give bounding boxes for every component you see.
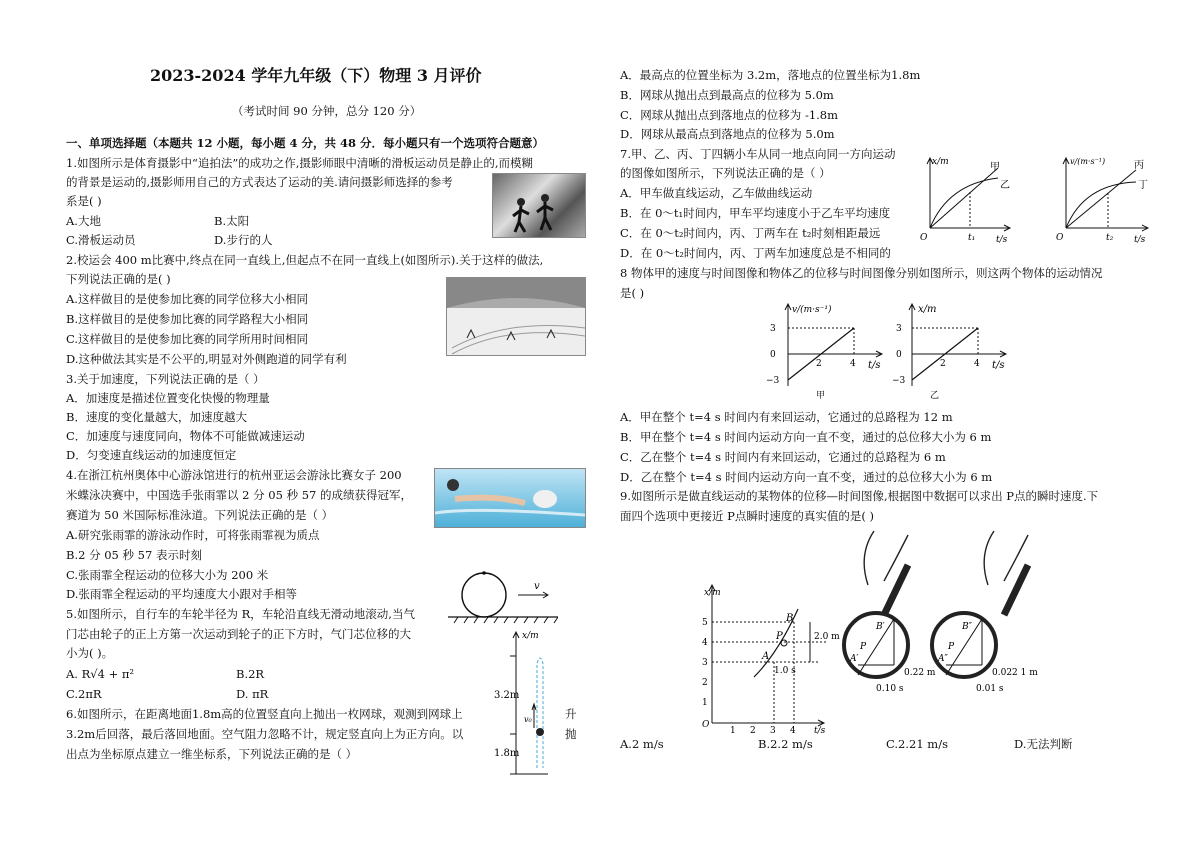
q5-line-2: 门芯由轮子的正上方第一次运动到轮子的正下方时，气门芯位移的大 — [66, 627, 411, 641]
q8g2-tick-2: 2 — [940, 359, 946, 369]
q5-option-d: D. πR — [236, 687, 269, 701]
q9-ytick-5: 5 — [702, 618, 708, 628]
q6-side-text-1: 升 — [565, 707, 577, 721]
skateboard-photo — [492, 173, 586, 238]
q8g2-tick-4: 4 — [974, 359, 980, 369]
q9-mag1-P: P — [860, 642, 867, 652]
exam-subtitle: （考试时间 90 分钟，总分 120 分） — [232, 104, 422, 118]
q7g2-series-bing: 丙 — [1134, 160, 1144, 171]
bicycle-wheel-figure — [448, 570, 558, 628]
q9-line-1: 9.如图所示是做直线运动的某物体的位移—时间图像,根据图中数据可以求出 P点的瞬时速度.下 — [620, 489, 1099, 503]
q4-line-2: 米蝶泳决赛中，中国选手张雨霏以 2 分 05 秒 57 的成绩获得冠军， — [66, 488, 413, 502]
q8-graph-jia — [758, 298, 888, 402]
q7g2-series-ding: 丁 — [1138, 180, 1148, 191]
q9-dx-label: 2.0 m — [814, 632, 840, 642]
section-heading: 一、单项选择题（本题共 12 小题，每小题 4 分，共 48 分．每小题只有一个选项符合题意） — [66, 136, 545, 150]
q9-xtick-3: 3 — [770, 726, 776, 735]
q2-option-a: A.这样做目的是使参加比赛的同学位移大小相同 — [66, 292, 308, 306]
q9-point-A: A — [762, 651, 770, 662]
q9-mag2-P: P — [948, 642, 955, 652]
q7g2-t2: t₂ — [1106, 233, 1114, 243]
q8-option-a: A．甲在整个 t=4 s 时间内有来回运动，它通过的总路程为 12 m — [620, 410, 953, 424]
q7g2-origin: O — [1056, 233, 1064, 243]
throw-height-upper: 3.2m — [494, 690, 520, 701]
q8g1-tick-0: 0 — [770, 350, 776, 360]
q6-option-b: B．网球从抛出点到最高点的位移为 5.0m — [620, 88, 834, 102]
page-title: 2023-2024 学年九年级（下）物理 3 月评价 — [150, 66, 482, 85]
q3-option-a: A．加速度是描述位置变化快慢的物理量 — [66, 391, 270, 405]
q4-option-b: B.2 分 05 秒 57 表示时刻 — [66, 548, 202, 562]
q9-point-B: B — [786, 613, 794, 624]
q7-option-b: B．在 0～t₁时间内，甲车平均速度小于乙车平均速度 — [620, 206, 891, 220]
q2-line-2: 下列说法正确的是( ) — [66, 272, 171, 286]
q1-line-3: 系是( ) — [66, 194, 102, 208]
q9-mag2-B: B″ — [962, 622, 972, 632]
q8g1-caption: 甲 — [816, 391, 826, 401]
q8g2-y-label: x/m — [918, 304, 937, 315]
q6-line-2: 3.2m后回落，最后落回地面。空气阻力忽略不计，规定竖直向上为正方向。以 — [66, 727, 464, 741]
q1-line-1: 1.如图所示是体育摄影中“追拍法”的成功之作,摄影师眼中清晰的滑板运动员是静止的,而模糊 — [66, 156, 534, 170]
q2-line-1: 2.校运会 400 m比赛中,终点在同一直线上,但起点不在同一直线上(如图所示).关于这样的做法, — [66, 253, 544, 267]
q2-option-d: D.这种做法其实是不公平的,明显对外侧跑道的同学有利 — [66, 352, 347, 366]
q4-line-3: 赛道为 50 米国际标准泳道。下列说法正确的是（ ） — [66, 508, 334, 522]
q1-option-a: A.大地 — [66, 214, 101, 228]
q5-option-b: B.2R — [236, 667, 265, 681]
q8g2-tick-3: 3 — [896, 324, 902, 334]
q9-option-d: D.无法判断 — [1014, 737, 1073, 751]
q9-origin: O — [702, 720, 710, 730]
q7-graph-xt — [918, 150, 1018, 244]
q9-option-b: B.2.2 m/s — [758, 737, 813, 751]
q1-option-d: D.步行的人 — [214, 233, 273, 247]
throw-height-lower: 1.8m — [494, 748, 520, 759]
q6-option-d: D．网球从最高点到落地点的位移为 5.0m — [620, 127, 835, 141]
q7-option-d: D．在 0～t₂时间内，丙、丁两车加速度总是不相同的 — [620, 246, 891, 260]
wheel-velocity-label: v — [534, 581, 540, 592]
q5-line-3: 小为( )。 — [66, 646, 114, 660]
q5-option-a: A. R√4 + π² — [66, 667, 135, 681]
q8g1-x-label: t/s — [868, 360, 881, 371]
q9-mag2-A: A″ — [938, 654, 948, 664]
q5-option-c: C.2πR — [66, 687, 102, 701]
q9-y-label: x/m — [704, 588, 721, 598]
q8g2-caption: 乙 — [930, 391, 940, 401]
q7g1-series-yi: 乙 — [1000, 180, 1010, 191]
q3-option-d: D．匀变速直线运动的加速度恒定 — [66, 448, 237, 462]
q9-mag2-dt: 0.01 s — [976, 684, 1004, 694]
q8g2-tick-m3: −3 — [892, 376, 906, 386]
q9-dt-label: 1.0 s — [774, 666, 796, 676]
q9-ytick-1: 1 — [702, 698, 708, 708]
q9-mag1-A: A′ — [850, 654, 859, 664]
q7g1-x-label: t/s — [996, 235, 1008, 244]
ball-throw-figure — [490, 628, 560, 776]
q7-option-c: C．在 0～t₂时间内，丙、丁两车在 t₂时刻相距最远 — [620, 226, 881, 240]
q1-option-b: B.太阳 — [214, 214, 250, 228]
q7g2-y-label: v/(m·s⁻¹) — [1070, 157, 1106, 166]
q8g1-y-label: v/(m·s⁻¹) — [792, 305, 832, 315]
q9-ytick-2: 2 — [702, 678, 708, 688]
q5-line-1: 5.如图所示，自行车的车轮半径为 R，车轮沿直线无滑动地滚动,当气 — [66, 607, 415, 621]
q3-line-1: 3.关于加速度，下列说法正确的是（ ） — [66, 372, 265, 386]
q9-ytick-3: 3 — [702, 658, 708, 668]
q1-option-c: C.滑板运动员 — [66, 233, 136, 247]
q8-line-1: 8 物体甲的速度与时间图像和物体乙的位移与时间图像分别如图所示，则这两个物体的运动情况 — [620, 266, 1103, 280]
q9-line-2: 面四个选项中更接近 P点瞬时速度的真实值的是( ) — [620, 509, 875, 523]
throw-axis-label: x/m — [522, 631, 539, 641]
q7-option-a: A．甲车做直线运动，乙车做曲线运动 — [620, 186, 813, 200]
q7-line-1: 7.甲、乙、丙、丁四辆小车从同一地点向同一方向运动 — [620, 147, 896, 161]
q8g2-tick-0: 0 — [896, 350, 902, 360]
q9-x-label: t/s — [814, 726, 826, 735]
running-track-photo — [446, 277, 586, 356]
q6-side-text-2: 抛 — [565, 727, 577, 741]
q2-option-c: C.这样做目的是使参加比赛的同学所用时间相同 — [66, 332, 309, 346]
q4-option-d: D.张雨霏全程运动的平均速度大小跟对手相等 — [66, 587, 297, 601]
q7-graph-vt — [1054, 150, 1162, 244]
q9-option-c: C.2.21 m/s — [886, 737, 948, 751]
q1-line-2: 的背景是运动的,摄影师用自己的方式表达了运动的美.请问摄影师选择的参考 — [66, 175, 453, 189]
q7g2-x-label: t/s — [1134, 235, 1146, 244]
q9-point-P: P — [776, 631, 783, 642]
q9-mag1-dt: 0.10 s — [876, 684, 904, 694]
q4-option-a: A.研究张雨霏的游泳动作时，可将张雨霏视为质点 — [66, 528, 320, 542]
q8-graph-yi — [886, 298, 1016, 402]
q7g1-y-label: x/m — [932, 157, 949, 167]
q8g2-x-label: t/s — [992, 360, 1005, 371]
initial-velocity-label: v₀ — [524, 715, 532, 724]
q9-mag1-B: B′ — [876, 622, 885, 632]
q9-magnifier-figure — [698, 525, 1054, 735]
q8-line-2: 是( ) — [620, 286, 645, 300]
q6-line-3: 出点为坐标原点建立一维坐标系，下列说法正确的是（ ） — [66, 747, 358, 761]
q8g1-tick-4: 4 — [850, 359, 856, 369]
q9-xtick-4: 4 — [790, 726, 796, 735]
q3-option-b: B．速度的变化量越大，加速度越大 — [66, 410, 247, 424]
q9-option-a: A.2 m/s — [620, 737, 664, 751]
q8g1-tick-m3: −3 — [766, 376, 780, 386]
q9-xtick-1: 1 — [730, 726, 736, 735]
q4-option-c: C.张雨霏全程运动的位移大小为 200 米 — [66, 568, 269, 582]
q9-xtick-2: 2 — [750, 726, 756, 735]
q9-mag1-dx: 0.22 m — [904, 668, 936, 678]
q7g1-series-jia: 甲 — [990, 162, 1000, 173]
q3-option-c: C．加速度与速度同向，物体不可能做减速运动 — [66, 429, 305, 443]
q4-line-1: 4.在浙江杭州奥体中心游泳馆进行的杭州亚运会游泳比赛女子 200 — [66, 468, 402, 482]
q6-option-c: C．网球从抛出点到落地点的位移为 -1.8m — [620, 108, 839, 122]
q6-option-a: A．最高点的位置坐标为 3.2m，落地点的位置坐标为1.8m — [620, 68, 921, 82]
q8-option-d: D．乙在整个 t=4 s 时间内运动方向一直不变，通过的总位移大小为 6 m — [620, 470, 993, 484]
q7-line-2: 的图像如图所示，下列说法正确的是（ ） — [620, 166, 831, 180]
q2-option-b: B.这样做目的是使参加比赛的同学路程大小相同 — [66, 312, 309, 326]
q8g1-tick-2: 2 — [816, 359, 822, 369]
q9-mag2-dx: 0.022 1 m — [992, 668, 1038, 678]
q7g1-origin: O — [920, 233, 928, 243]
q7g1-t1: t₁ — [968, 233, 976, 243]
swimming-photo — [434, 468, 586, 528]
q8-option-c: C．乙在整个 t=4 s 时间内有来回运动，它通过的总路程为 6 m — [620, 450, 946, 464]
q8-option-b: B．甲在整个 t=4 s 时间内运动方向一直不变，通过的总位移大小为 6 m — [620, 430, 992, 444]
q8g1-tick-3: 3 — [770, 324, 776, 334]
q9-ytick-4: 4 — [702, 638, 708, 648]
q6-line-1: 6.如图所示，在距离地面1.8m高的位置竖直向上抛出一枚网球，观测到网球上 — [66, 707, 463, 721]
